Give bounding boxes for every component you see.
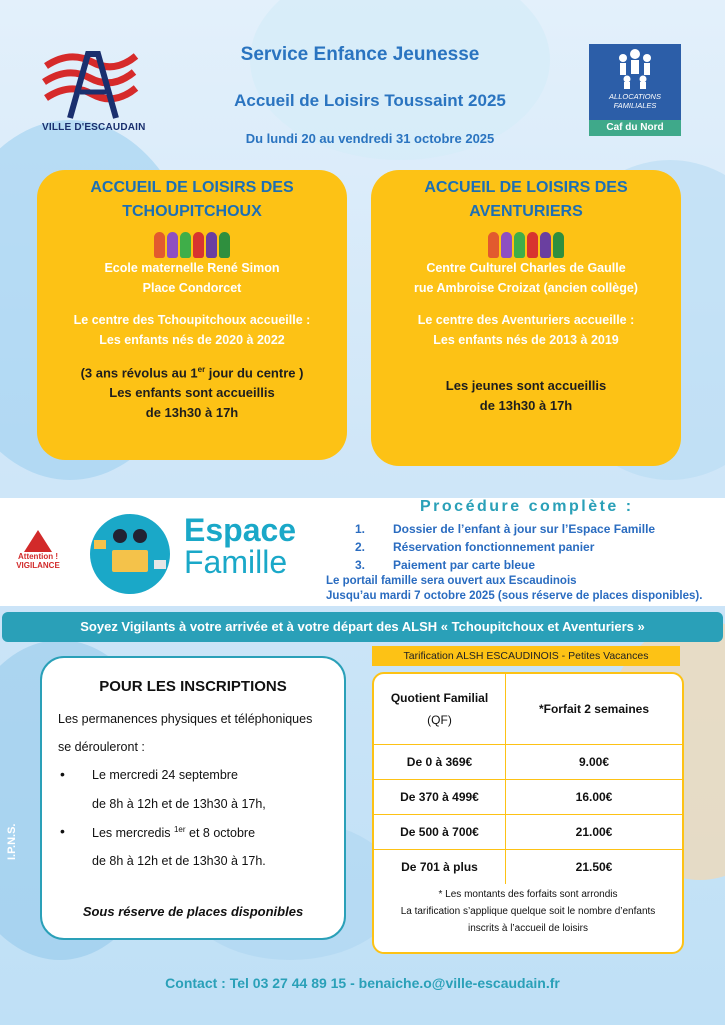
card-title-line2: AVENTURIERS	[469, 203, 583, 220]
place-line2: Place Condorcet	[142, 281, 242, 295]
tarif-header: Tarification ALSH ESCAUDINOIS - Petites Vacances	[372, 646, 680, 666]
tchoupitchoux-card	[37, 170, 347, 460]
children-illustration-icon	[371, 226, 681, 258]
hours-line2: de 13h30 à 17h	[145, 405, 239, 421]
espace-famille-illustration	[84, 510, 176, 596]
date2: Les mercredis $^{1er}$ et 8 octobre	[92, 825, 256, 841]
welcome-line1: Le centre des Tchoupitchoux accueille :	[73, 313, 311, 327]
inscriptions-box	[40, 656, 346, 940]
caf-logo	[589, 44, 681, 136]
welcome-line2: Les enfants nés de 2020 à 2022	[99, 333, 285, 347]
table-row: De 701 à plus 21.50€	[374, 850, 682, 884]
caf-family-icon	[589, 44, 681, 90]
list-item: 1. Dossier de l’enfant à jour sur l’Espace Famille	[355, 522, 656, 536]
warning-icon	[24, 530, 52, 552]
table-row: De 0 à 369€ 9.00€	[374, 745, 682, 780]
caf-band: Caf du Nord	[589, 120, 681, 136]
card-title-line2: TCHOUPITCHOUX	[122, 203, 262, 220]
table-row: De 500 à 700€ 21.00€	[374, 815, 682, 850]
inscriptions-title: POUR LES INSCRIPTIONS	[99, 678, 287, 695]
vigilance-banner: Soyez Vigilants à votre arrivée et à votre départ des ALSH « Tchoupitchoux et Aventuriers »	[2, 612, 723, 642]
portail-info: Le portail famille sera ouvert aux Escaudinois Jusqu’au mardi 7 octobre 2025 (sous réserve de places disponibles).	[326, 575, 703, 602]
table-header-row	[374, 674, 682, 745]
col-qf-header: Quotient Familial (QF)	[374, 674, 506, 744]
procedure-title: Procédure complète :	[420, 498, 634, 515]
list-item: 3. Paiement par carte bleue	[355, 558, 536, 572]
inscriptions-footer: Sous réserve de places disponibles	[82, 904, 304, 919]
welcome-line1: Le centre des Aventuriers accueille :	[417, 313, 635, 327]
hours-line2: de 13h30 à 17h	[479, 398, 573, 413]
card-title-line1: ACCUEIL DE LOISIRS DES	[424, 179, 628, 196]
contact-line: Contact : Tel 03 27 44 89 15 - benaiche.o@ville-escaudain.fr	[165, 975, 560, 991]
ville-emblem-icon	[40, 48, 148, 122]
family-computer-icon	[84, 510, 176, 596]
ipns-mark: I.P.N.S.	[6, 823, 18, 860]
tarif-note: * Les montants des forfaits sont arrondis La tarification s’applique quelque soit le nombre d’enfants inscrits à l’accueil de loisirs	[400, 889, 656, 934]
bullet-icon: •	[60, 823, 65, 839]
accueil-title: Accueil de Loisirs Toussaint 2025	[234, 91, 506, 110]
aventuriers-card	[371, 170, 681, 466]
hours1: de 8h à 12h et de 13h30 à 17h,	[92, 797, 266, 811]
place-line1: Ecole maternelle René Simon	[104, 261, 280, 275]
caf-text: ALLOCATIONS FAMILIALES	[609, 92, 661, 110]
dates-subtitle: Du lundi 20 au vendredi 31 octobre 2025	[245, 131, 495, 146]
ville-escaudain-logo	[40, 48, 148, 140]
children-illustration-icon	[37, 226, 347, 258]
service-title: Service Enfance Jeunesse	[240, 44, 480, 65]
hours-line1: Les enfants sont accueillis	[109, 385, 275, 401]
place-line2: rue Ambroise Croizat (ancien collège)	[414, 281, 638, 295]
inscriptions-line1: Les permanences physiques et téléphoniques	[58, 712, 313, 726]
card-title-line1: ACCUEIL DE LOISIRS DES	[90, 179, 294, 196]
welcome-line2: Les enfants nés de 2013 à 2019	[433, 333, 619, 347]
place-line1: Centre Culturel Charles de Gaulle	[426, 261, 626, 275]
ville-name: VILLE D'ESCAUDAIN	[42, 122, 146, 133]
inscriptions-line2: se dérouleront :	[58, 740, 145, 754]
tarif-table	[372, 672, 684, 954]
procedure-steps	[355, 520, 715, 574]
hours-line1: Les jeunes sont accueillis	[445, 378, 607, 393]
hours2: de 8h à 12h et de 13h30 à 17h.	[92, 854, 266, 868]
col-forfait-header: *Forfait 2 semaines	[538, 702, 650, 716]
attention-vigilance-badge: Attention ! VIGILANCE	[14, 530, 62, 572]
date1: Le mercredi 24 septembre	[92, 768, 238, 782]
table-row: De 370 à 499€ 16.00€	[374, 780, 682, 815]
bullet-icon: •	[60, 766, 65, 782]
list-item: 2. Réservation fonctionnement panier	[355, 540, 595, 554]
espace-famille-title: Espace Famille	[184, 512, 297, 580]
age-condition: (3 ans révolus au 1er jour du centre )	[80, 365, 304, 381]
